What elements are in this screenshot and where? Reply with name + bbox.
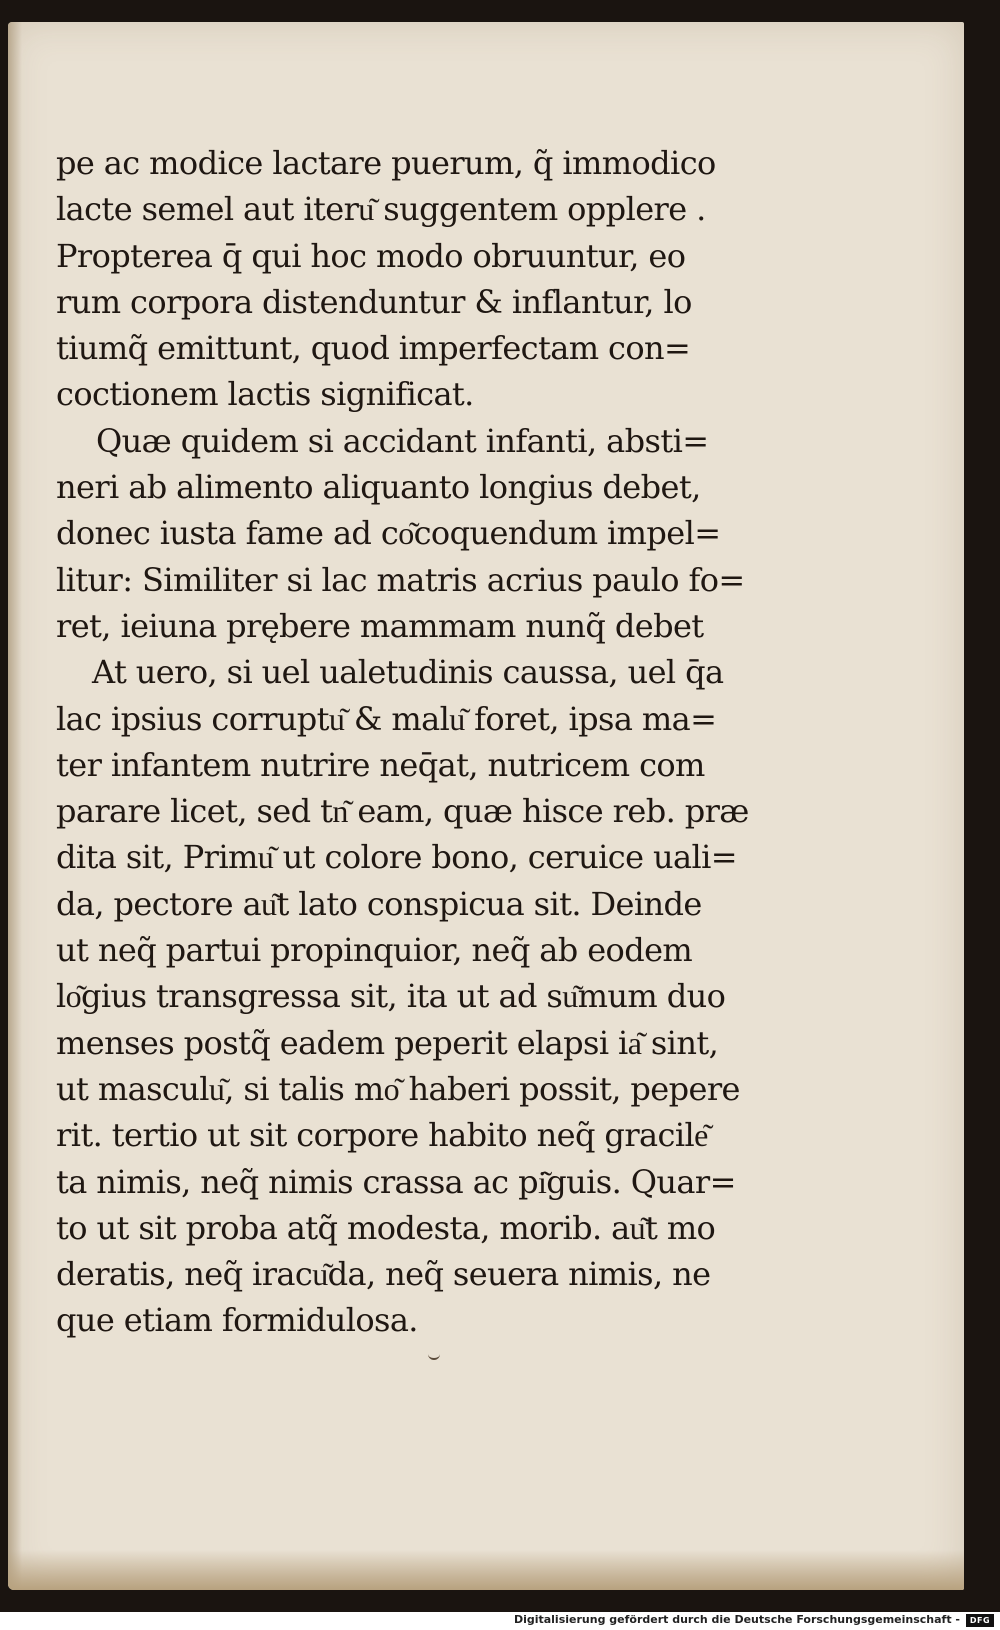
- text-line: dita sit, Primu͂ ut colore bono, ceruice uali=: [56, 838, 737, 877]
- page-gutter-shadow: [8, 22, 22, 1590]
- text-line: rit. tertio ut sit corpore habito neq̃ gracile͂: [56, 1116, 708, 1155]
- text-line: tiumq̃ emittunt, quod imperfectam con=: [56, 329, 691, 368]
- footer-credit: Digitalisierung gefördert durch die Deutsche Forschungsgemeinschaft -: [513, 1613, 960, 1626]
- text-line: to ut sit proba atq̃ modesta, morib. au͂t mo: [56, 1208, 716, 1247]
- text-line: ut neq̃ partui propinquior, neq̃ ab eodem: [56, 931, 693, 970]
- text-line: pe ac modice lactare puerum, q̃ immodico: [56, 144, 716, 182]
- text-line: coctionem lactis significat.: [56, 375, 474, 414]
- text-line: lac ipsius corruptu͂ & malu͂ foret, ipsa ma=: [56, 699, 717, 738]
- text-line: rum corpora distenduntur & inflantur, lo: [56, 282, 692, 321]
- text-line: lacte semel aut iteru͂ suggentem opplere .: [56, 190, 706, 229]
- text-line: ter infantem nutrire neq̄at, nutricem com: [56, 745, 705, 784]
- text-line: ret, ieiuna prębere mammam nunq̃ debet: [56, 606, 704, 645]
- text-line: que etiam formidulosa.: [56, 1301, 418, 1340]
- text-line: da, pectore au͂t lato conspicua sit. Deinde: [56, 884, 702, 923]
- text-line: donec iusta fame ad co͂coquendum impel=: [56, 514, 721, 553]
- text-line: litur: Similiter si lac matris acrius paulo fo=: [56, 560, 745, 599]
- catchword-mark: [428, 1354, 440, 1360]
- text-line: lo͂gius transgressa sit, ita ut ad su͂mum duo: [56, 977, 726, 1016]
- dfg-logo: DFG: [966, 1614, 994, 1627]
- text-line: ut masculu͂, si talis mo͂ haberi possit, pepere: [56, 1069, 740, 1108]
- text-line: ta nimis, neq̃ nimis crassa ac pi͂guis. Quar=: [56, 1162, 736, 1201]
- body-text: [56, 140, 776, 1344]
- page-bottom-edge: [8, 1550, 964, 1590]
- text-line: parare licet, sed tn͂ eam, quæ hisce reb. præ: [56, 792, 749, 831]
- text-line: At uero, si uel ualetudinis caussa, uel q̄a: [92, 653, 724, 692]
- text-line: menses postq̃ eadem peperit elapsi ia͂ sint,: [56, 1023, 719, 1062]
- text-line: deratis, neq̃ iracu͂da, neq̃ seuera nimis, ne: [56, 1255, 711, 1294]
- digitization-footer: [0, 1612, 1000, 1630]
- book-page: [8, 22, 964, 1590]
- text-line: neri ab alimento aliquanto longius debet,: [56, 468, 701, 507]
- text-line: Propterea q̄ qui hoc modo obruuntur, eo: [56, 236, 686, 275]
- text-line: Quæ quidem si accidant infanti, absti=: [96, 421, 709, 460]
